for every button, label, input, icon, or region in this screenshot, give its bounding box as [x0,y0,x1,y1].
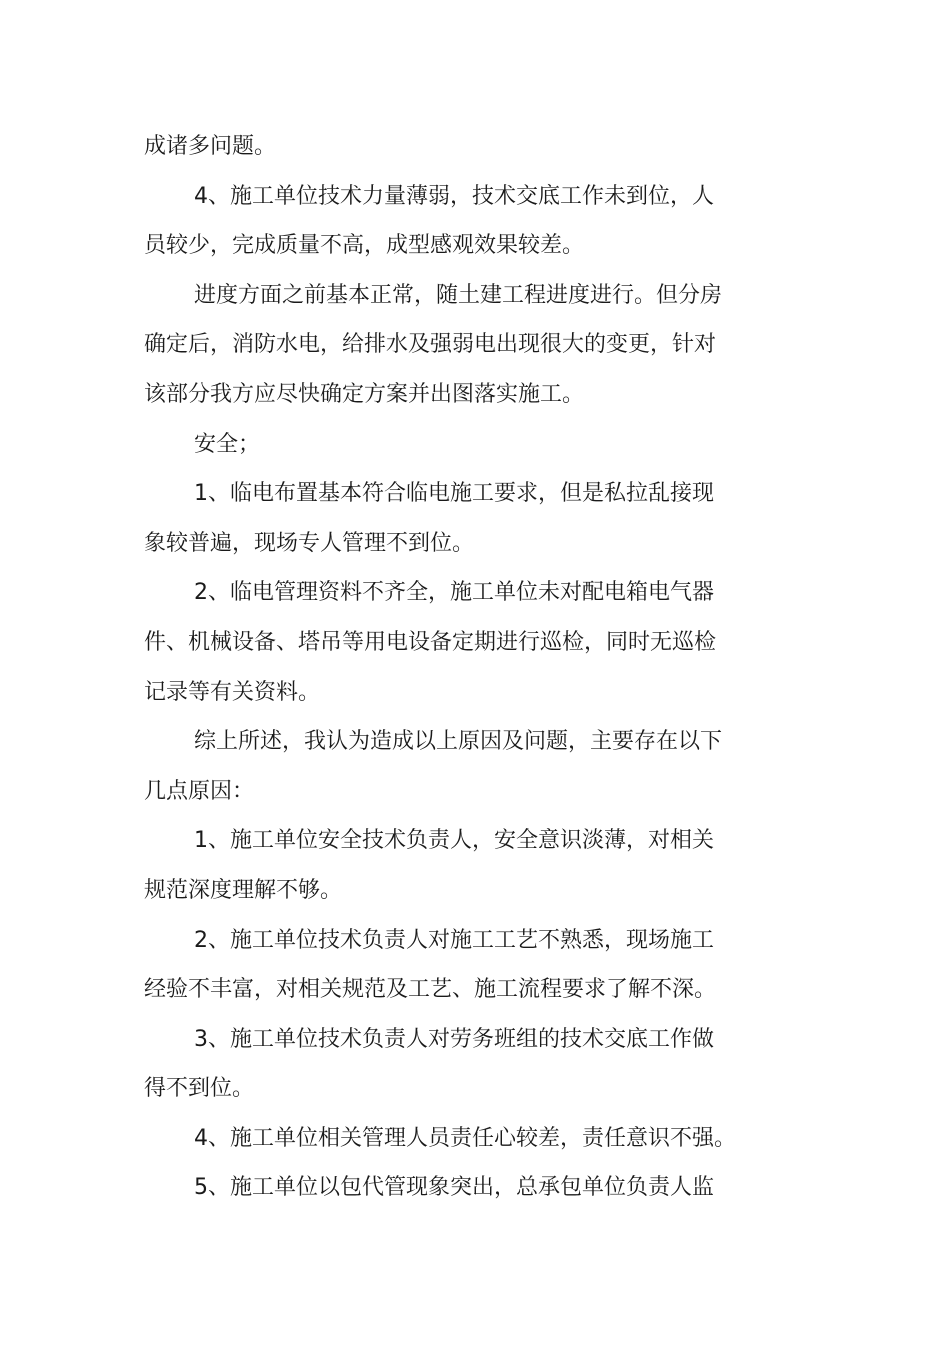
text-line: 4、施工单位技术力量薄弱，技术交底工作未到位，人 [194,183,714,209]
text-line: 成诸多问题。 [144,134,277,159]
text-line: 3、施工单位技术负责人对劳务班组的技术交底工作做 [194,1026,714,1052]
text-line: 该部分我方应尽快确定方案并出图落实施工。 [144,381,585,407]
text-line: 5、施工单位以包代管现象突出，总承包单位负责人监 [194,1175,714,1201]
text-line: 件、机械设备、塔吊等用电设备定期进行巡检，同时无巡检 [144,629,717,655]
text-line: 4、施工单位相关管理人员责任心较差，责任意识不强。 [194,1125,736,1151]
text-line: 2、施工单位技术负责人对施工工艺不熟悉，现场施工 [194,927,714,953]
text-line: 安全； [194,431,261,457]
text-line: 经验不丰富，对相关规范及工艺、施工流程要求了解不深。 [144,977,717,1003]
text-line: 1、施工单位安全技术负责人，安全意识淡薄，对相关 [194,828,714,854]
text-line: 进度方面之前基本正常，随土建工程进度进行。但分房 [194,282,723,308]
text-line: 员较少，完成质量不高，成型感观效果较差。 [144,233,585,259]
text-line: 象较普遍，现场专人管理不到位。 [144,530,475,556]
document-body [144,122,744,1213]
text-line: 确定后，消防水电，给排水及强弱电出现很大的变更，针对 [144,332,717,358]
text-line: 几点原因： [144,778,255,804]
text-line: 综上所述，我认为造成以上原因及问题，主要存在以下 [194,729,723,755]
text-line: 得不到位。 [144,1076,255,1102]
text-line: 2、临电管理资料不齐全，施工单位未对配电箱电气器 [194,580,714,606]
text-line: 规范深度理解不够。 [144,877,343,903]
text-line: 1、临电布置基本符合临电施工要求，但是私拉乱接现 [194,481,714,507]
text-line: 记录等有关资料。 [144,679,321,705]
